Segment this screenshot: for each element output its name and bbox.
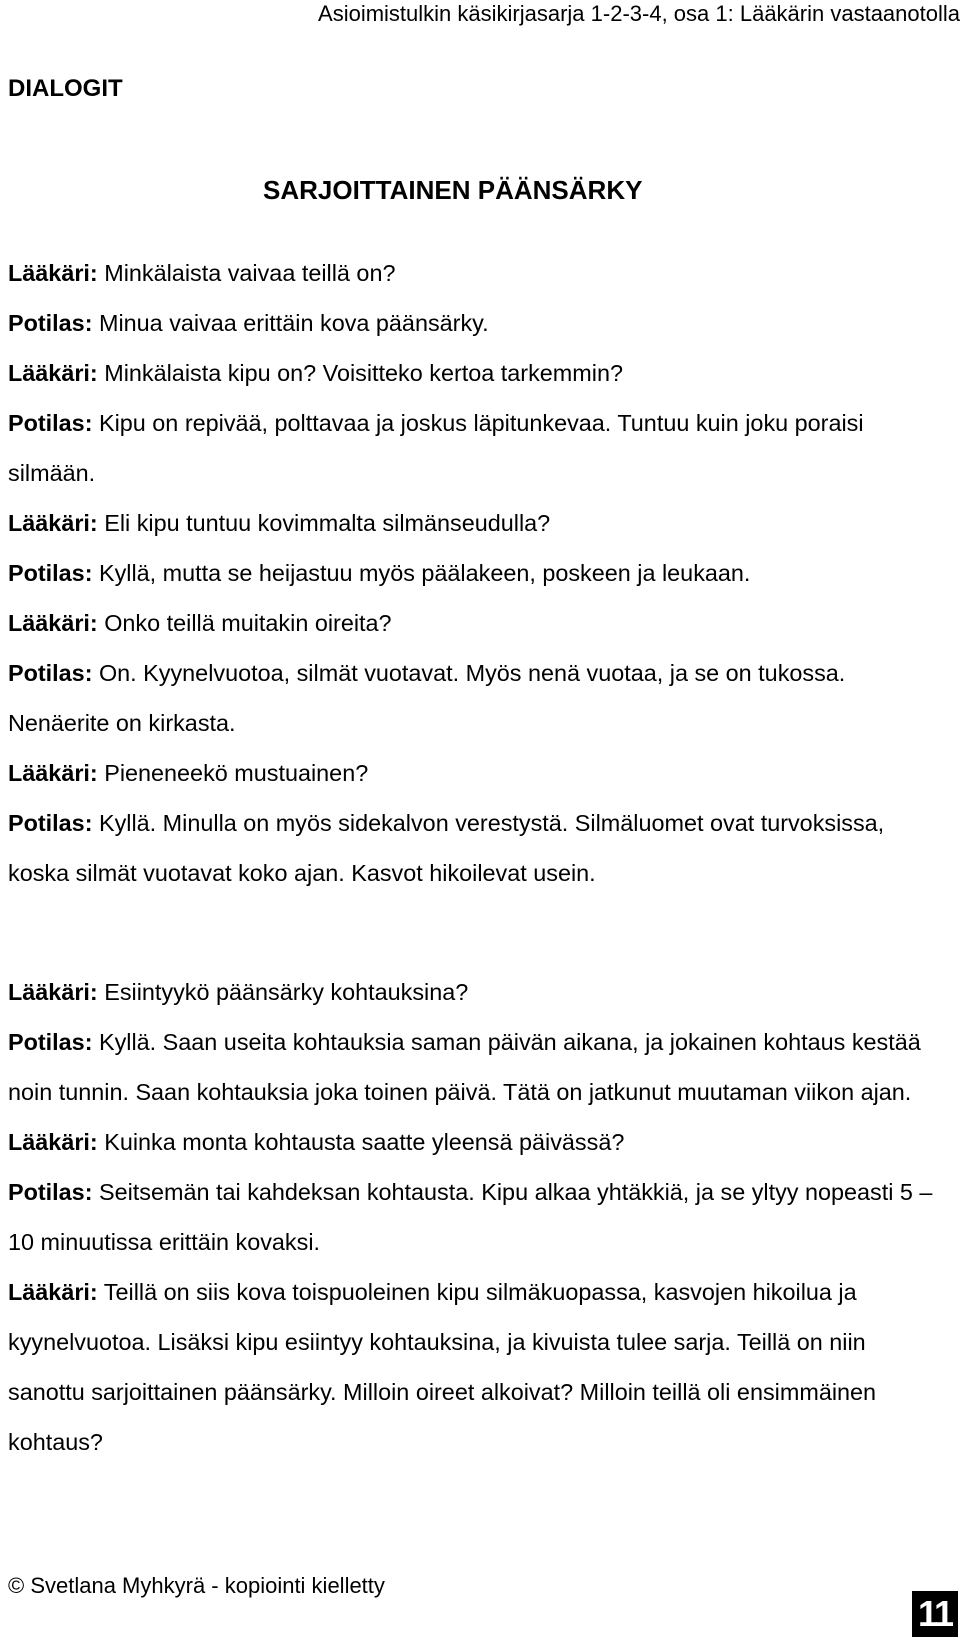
- dialogue-line: [8, 1017, 946, 1117]
- dialogue-text: Kyllä, mutta se heijastuu myös päälakeen, poskeen ja leukaan.: [92, 560, 751, 586]
- dialogue-text: Pieneneekö mustuainen?: [97, 760, 369, 786]
- page-number-badge: 11: [912, 1591, 958, 1637]
- dialogue-line: [8, 967, 946, 1017]
- dialogue-text: Minkälaista kipu on? Voisitteko kertoa tarkemmin?: [97, 360, 623, 386]
- dialogue-line: [8, 798, 946, 898]
- dialogue-text: Kuinka monta kohtausta saatte yleensä päivässä?: [97, 1129, 625, 1155]
- speaker-label: Potilas:: [8, 310, 93, 336]
- speaker-label: Potilas:: [8, 660, 93, 686]
- dialogue-line: [8, 748, 946, 798]
- speaker-label: Lääkäri:: [8, 510, 98, 536]
- section-heading: DIALOGIT: [8, 75, 123, 102]
- dialogue-line: [8, 298, 946, 348]
- dialogue-line: [8, 248, 946, 298]
- dialogue-text: Kipu on repivää, polttavaa ja joskus läpitunkevaa. Tuntuu kuin joku poraisi silmään.: [8, 410, 864, 486]
- dialogue-block-b: [8, 967, 946, 1467]
- dialogue-line: [8, 498, 946, 548]
- dialogue-text: Kyllä. Saan useita kohtauksia saman päivän aikana, ja jokainen kohtaus kestää noin tunnin. Saan kohtauksia joka toinen päivä. Tätä on jatkunut muutaman viikon ajan.: [8, 1029, 921, 1105]
- dialogue-text: On. Kyynelvuotoa, silmät vuotavat. Myös nenä vuotaa, ja se on tukossa. Nenäerite on kirkasta.: [8, 660, 846, 736]
- speaker-label: Lääkäri:: [8, 260, 98, 286]
- page-title: SARJOITTAINEN PÄÄNSÄRKY: [263, 175, 643, 205]
- dialogue-line: [8, 398, 946, 498]
- dialogue-line: [8, 348, 946, 398]
- speaker-label: Lääkäri:: [8, 760, 98, 786]
- dialogue-line: [8, 1167, 946, 1267]
- dialogue-text: Teillä on siis kova toispuoleinen kipu silmäkuopassa, kasvojen hikoilua ja kyynelvuotoa. Lisäksi kipu esiintyy kohtauksina, ja kivuista tulee sarja. Teillä on niin sanottu sarjoittainen päänsärky. Milloin oireet alkoivat? Milloin teillä oli ensimmäinen kohtaus?: [8, 1279, 877, 1455]
- dialogue-text: Onko teillä muitakin oireita?: [97, 610, 392, 636]
- speaker-label: Lääkäri:: [8, 1129, 98, 1155]
- dialogue-text: Esiintyykö päänsärky kohtauksina?: [97, 979, 469, 1005]
- dialogue-line: [8, 1117, 946, 1167]
- speaker-label: Potilas:: [8, 1029, 93, 1055]
- speaker-label: Lääkäri:: [8, 979, 98, 1005]
- speaker-label: Lääkäri:: [8, 360, 98, 386]
- speaker-label: Lääkäri:: [8, 1279, 98, 1305]
- speaker-label: Potilas:: [8, 810, 93, 836]
- running-header: Asioimistulkin käsikirjasarja 1-2-3-4, osa 1: Lääkärin vastaanotolla: [318, 1, 960, 26]
- speaker-label: Potilas:: [8, 1179, 93, 1205]
- dialogue-text: Minkälaista vaivaa teillä on?: [97, 260, 396, 286]
- speaker-label: Potilas:: [8, 560, 93, 586]
- dialogue-line: [8, 1267, 946, 1467]
- dialogue-line: [8, 548, 946, 598]
- dialogue-line: [8, 648, 946, 748]
- footer-copyright: © Svetlana Myhkyrä - kopiointi kielletty: [8, 1573, 385, 1598]
- dialogue-text: Minua vaivaa erittäin kova päänsärky.: [92, 310, 489, 336]
- dialogue-block-a: [8, 248, 946, 898]
- dialogue-text: Eli kipu tuntuu kovimmalta silmänseudulla?: [97, 510, 551, 536]
- speaker-label: Lääkäri:: [8, 610, 98, 636]
- dialogue-line: [8, 598, 946, 648]
- dialogue-text: Kyllä. Minulla on myös sidekalvon verestystä. Silmäluomet ovat turvoksissa, koska silmät vuotavat koko ajan. Kasvot hikoilevat usein.: [8, 810, 885, 886]
- dialogue-text: Seitsemän tai kahdeksan kohtausta. Kipu alkaa yhtäkkiä, ja se yltyy nopeasti 5 – 10 minuutissa erittäin kovaksi.: [8, 1179, 933, 1255]
- speaker-label: Potilas:: [8, 410, 93, 436]
